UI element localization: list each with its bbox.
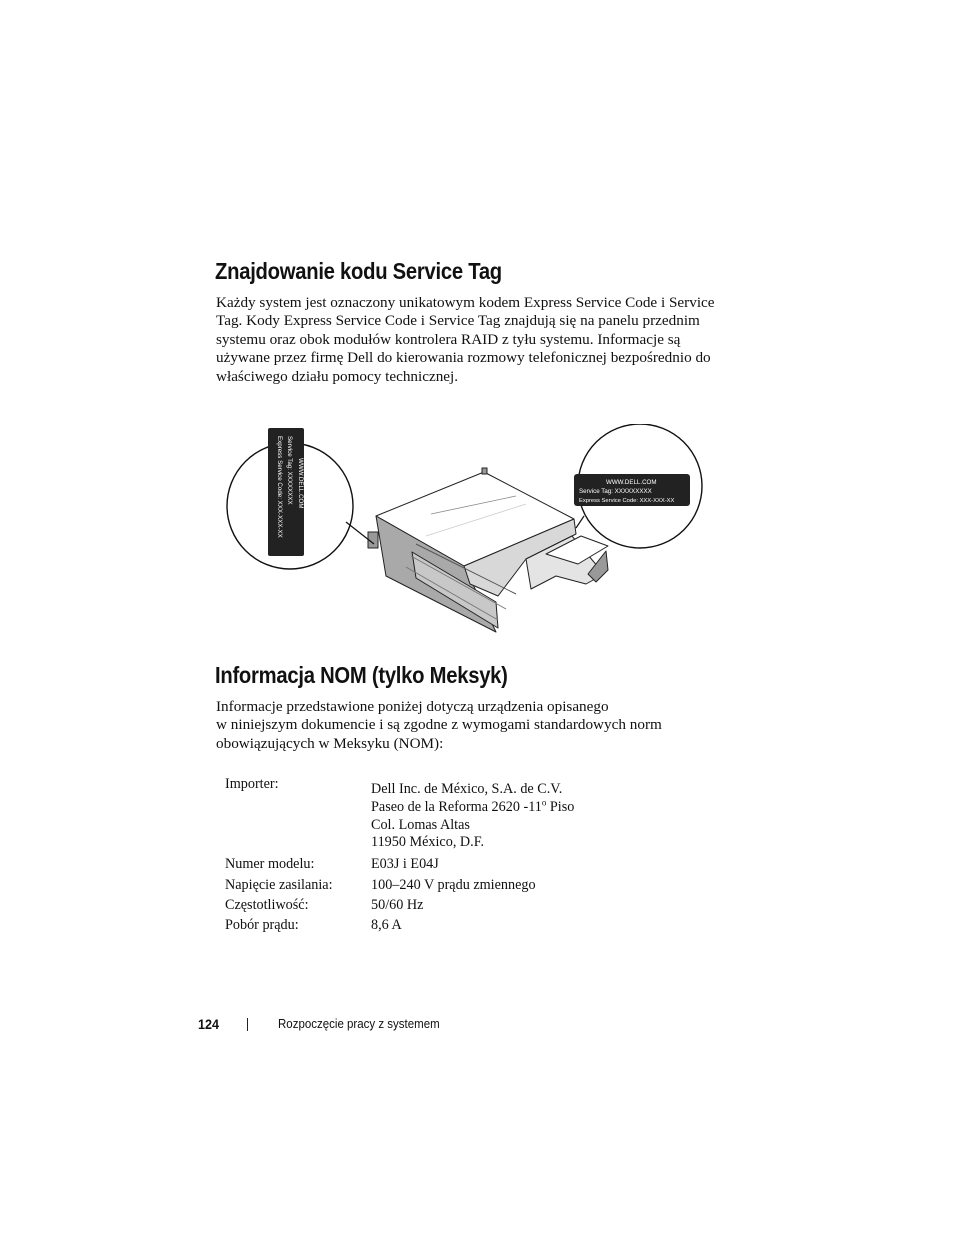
footer-separator xyxy=(247,1018,248,1031)
model-label: Numer modelu: xyxy=(225,856,315,872)
front-label-express-code: Express Service Code: XXX-XXX-XX xyxy=(276,436,283,538)
paragraph-line: Każdy system jest oznaczony unikatowym kodem Express Service Code i Service xyxy=(216,294,715,311)
paragraph-line: Informacje przedstawione poniżej dotyczą urządzenia opisanego xyxy=(216,698,609,715)
importer-line: 11950 México, D.F. xyxy=(371,834,485,851)
paragraph-line: używane przez firmę Dell do kierowania rozmowy telefonicznej bezpośrednio do xyxy=(216,349,711,367)
voltage-value: 100–240 V prądu zmiennego xyxy=(371,877,536,893)
paragraph-line: obowiązujących w Meksyku (NOM): xyxy=(216,734,444,752)
service-tag-paragraph xyxy=(216,294,721,386)
importer-line: Col. Lomas Altas xyxy=(371,816,470,833)
current-label: Pobór prądu: xyxy=(225,917,299,933)
front-label-service-tag: Service Tag: XXXXXXXX xyxy=(286,436,293,505)
rear-label-service-tag: Service Tag: XXXXXXXXX xyxy=(579,488,652,495)
rear-label-callout xyxy=(574,424,702,548)
frequency-label: Częstotliwość: xyxy=(225,897,309,913)
importer-line: Dell Inc. de México, S.A. de C.V. xyxy=(371,781,563,797)
importer-line: Paseo de la Reforma 2620 -11$^o$ Piso xyxy=(371,797,575,815)
nom-paragraph xyxy=(216,698,721,753)
paragraph-line: Tag. Kody Express Service Code i Service Tag znajdują się na panelu przednim xyxy=(216,312,700,330)
server-chassis xyxy=(368,468,608,632)
paragraph-line: właściwego działu pomocy technicznej. xyxy=(216,367,459,385)
front-label-callout xyxy=(227,428,374,569)
rear-label-url: WWW.DELL.COM xyxy=(606,479,657,486)
section-title-service-tag: Znajdowanie kodu Service Tag xyxy=(215,258,502,284)
front-label-url: WWW.DELL.COM xyxy=(297,458,304,509)
importer-value xyxy=(371,781,574,852)
section-title-nom: Informacja NOM (tylko Meksyk) xyxy=(215,662,508,688)
footer-section-title: Rozpoczęcie pracy z systemem xyxy=(278,1017,440,1031)
rear-label-express-code: Express Service Code: XXX-XXX-XX xyxy=(579,498,675,504)
paragraph-line: w niniejszym dokumencie i są zgodne z wymogami standardowych norm xyxy=(216,716,662,734)
page-number: 124 xyxy=(198,1016,220,1032)
voltage-label: Napięcie zasilania: xyxy=(225,877,333,893)
frequency-value: 50/60 Hz xyxy=(371,897,424,913)
importer-label: Importer: xyxy=(225,776,279,792)
paragraph-line: systemu oraz obok modułów kontrolera RAID z tyłu systemu. Informacje są xyxy=(216,330,681,348)
service-tag-location-figure xyxy=(226,424,706,636)
model-value: E03J i E04J xyxy=(371,856,439,872)
current-value: 8,6 A xyxy=(371,917,402,933)
